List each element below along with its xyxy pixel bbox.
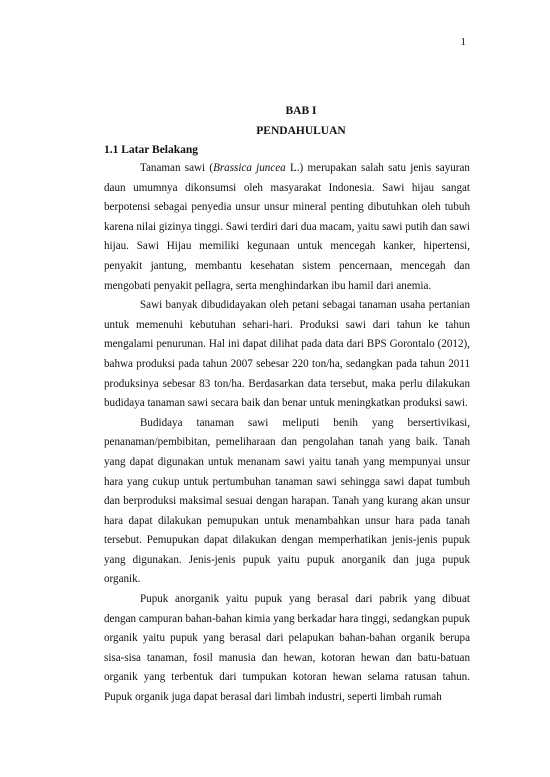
section-title: 1.1 Latar Belakang xyxy=(104,144,199,156)
paragraph-text: Tanaman sawi ( xyxy=(140,162,214,174)
chapter-heading: BAB I xyxy=(285,105,317,117)
paragraph xyxy=(104,159,470,296)
chapter-title: PENDAHULUAN xyxy=(256,125,346,137)
body-text xyxy=(104,159,470,708)
paragraph-text: L.) merupakan salah satu jenis sayuran daun umumnya dikonsumsi oleh masyarakat Indonesia. Sawi hijau sangat berpotensi sebagai penyedia unsur unsur mineral penting dibutuhkan oleh tubuh karena nilai gizinya tinggi. Sawi terdiri dari dua macam, yaitu sawi putih dan sawi hijau. Sawi Hijau memiliki kegunaan untuk mencegah kanker, hipertensi, penyakit jantung, membantu kesehatan sistem pencernaan, mencegah dan mengobati penyakit pellagra, serta menghindarkan ibu hamil dari anemia. xyxy=(104,162,470,292)
page-number: 1 xyxy=(460,36,466,48)
paragraph: Sawi banyak dibudidayakan oleh petani sebagai tanaman usaha pertanian untuk memenuhi kebutuhan sehari-hari. Produksi sawi dari tahun ke tahun mengalami penurunan. Hal ini dapat dilihat pada data dari BPS Gorontalo (2012), bahwa produksi pada tahun 2007 sebesar 220 ton/ha, sedangkan pada tahun 2011 produksinya sebesar 83 ton/ha. Berdasarkan data tersebut, maka perlu dilakukan budidaya tanaman sawi secara baik dan benar untuk meningkatkan produksi sawi. xyxy=(104,299,470,410)
species-name: Brassica juncea xyxy=(213,162,286,174)
paragraph: Pupuk anorganik yaitu pupuk yang berasal dari pabrik yang dibuat dengan campuran bahan-bahan kimia yang berkadar hara tinggi, sedangkan pupuk organik yaitu pupuk yang berasal dari pelapukan bahan-bahan organik berupa sisa-sisa tanaman, fosil manusia dan hewan, kotoran hewan dan batu-batuan organik yang terbentuk dari tumpukan kotoran hewan selama ratusan tahun. Pupuk organik juga dapat berasal dari limbah industri, seperti limbah rumah xyxy=(104,593,470,704)
paragraph: Budidaya tanaman sawi meliputi benih yang bersertivikasi, penanaman/pembibitan, pemeliharaan dan pengolahan tanah yang baik. Tanah yang dapat digunakan untuk menanam sawi yaitu tanah yang mempunyai unsur hara yang cukup untuk pertumbuhan tanaman sawi sehingga sawi dapat tumbuh dan berproduksi maksimal sesuai dengan harapan. Tanah yang kurang akan unsur hara dapat dilakukan pemupukan untuk menambahkan unsur hara pada tanah tersebut. Pemupukan dapat dilakukan dengan memperhatikan jenis-jenis pupuk yang digunakan. Jenis-jenis pupuk yaitu pupuk anorganik dan juga pupuk organik. xyxy=(104,416,470,586)
